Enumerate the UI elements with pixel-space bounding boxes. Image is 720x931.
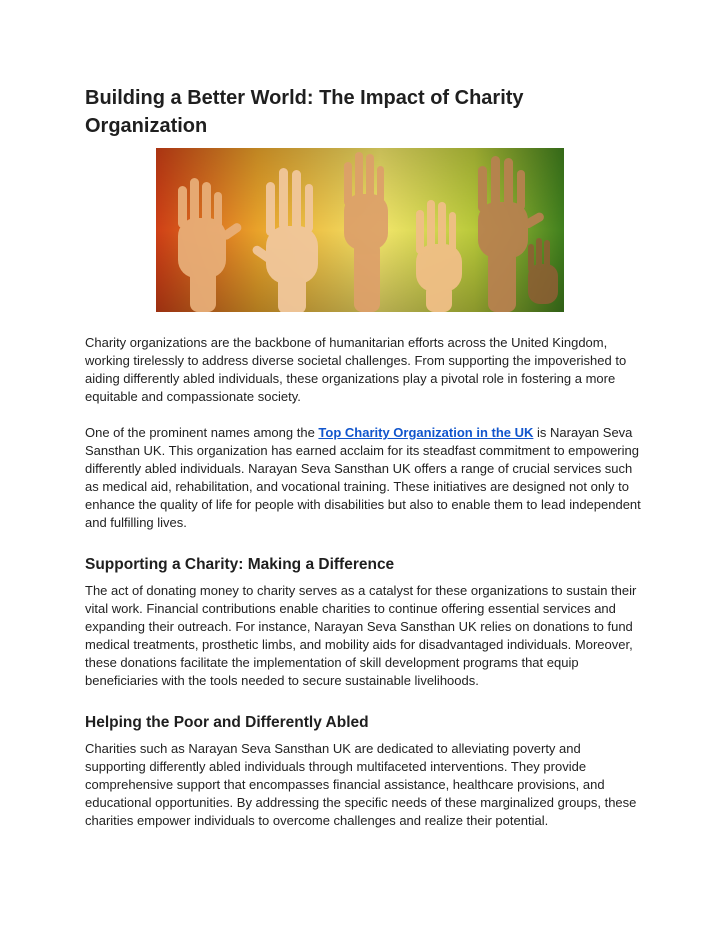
section-text-supporting-charity: The act of donating money to charity serves as a catalyst for these organizations to sustain their vital work. Financial contributions enable charities to continue offering essential services and expanding their outreach. For instance, Narayan Seva Sansthan UK relies on donations to fund medical treatments, prosthetic limbs, and mobility aids for disadvantaged individuals. Moreover, these donations facilitate the implementation of skill development programs that equip beneficiaries with the tools needed to secure sustainable livelihoods. — [85, 583, 637, 688]
document-page — [85, 84, 645, 830]
organization-paragraph — [85, 424, 645, 532]
section-text-helping-poor: Charities such as Narayan Seva Sansthan UK are dedicated to alleviating poverty and supporting differently abled individuals through multifaceted interventions. They provide comprehensive support that encompasses financial assistance, healthcare provisions, and educational opportunities. By addressing the specific needs of these marginalized groups, these charities empower individuals to overcome challenges and realize their potential. — [85, 741, 637, 828]
top-charity-link[interactable]: Top Charity Organization in the UK — [318, 425, 534, 440]
page-title: Building a Better World: The Impact of Charity Organization — [85, 87, 524, 137]
raised-hands-image — [156, 148, 564, 312]
section-heading-supporting-charity: Supporting a Charity: Making a Difference — [85, 556, 395, 573]
section-heading-helping-poor: Helping the Poor and Differently Abled — [85, 714, 369, 731]
intro-paragraph: Charity organizations are the backbone of humanitarian efforts across the United Kingdom, working tirelessly to address diverse societal challenges. From supporting the impoverished to aiding differently abled individuals, these organizations play a pivotal role in fostering a more equitable and compassionate society. — [85, 335, 627, 404]
organization-paragraph-end: is Narayan Seva Sansthan UK. This organization has earned acclaim for its steadfast commitment to empowering differently abled individuals. Narayan Seva Sansthan UK offers a range of crucial services such as medical aid, rehabilitation, and vocational training. These initiatives are designed not only to enhance the quality of life for people with disabilities but also to enable them to lead independent and fulfilling lives. — [85, 425, 641, 530]
organization-paragraph-start: One of the prominent names among the — [85, 425, 319, 440]
